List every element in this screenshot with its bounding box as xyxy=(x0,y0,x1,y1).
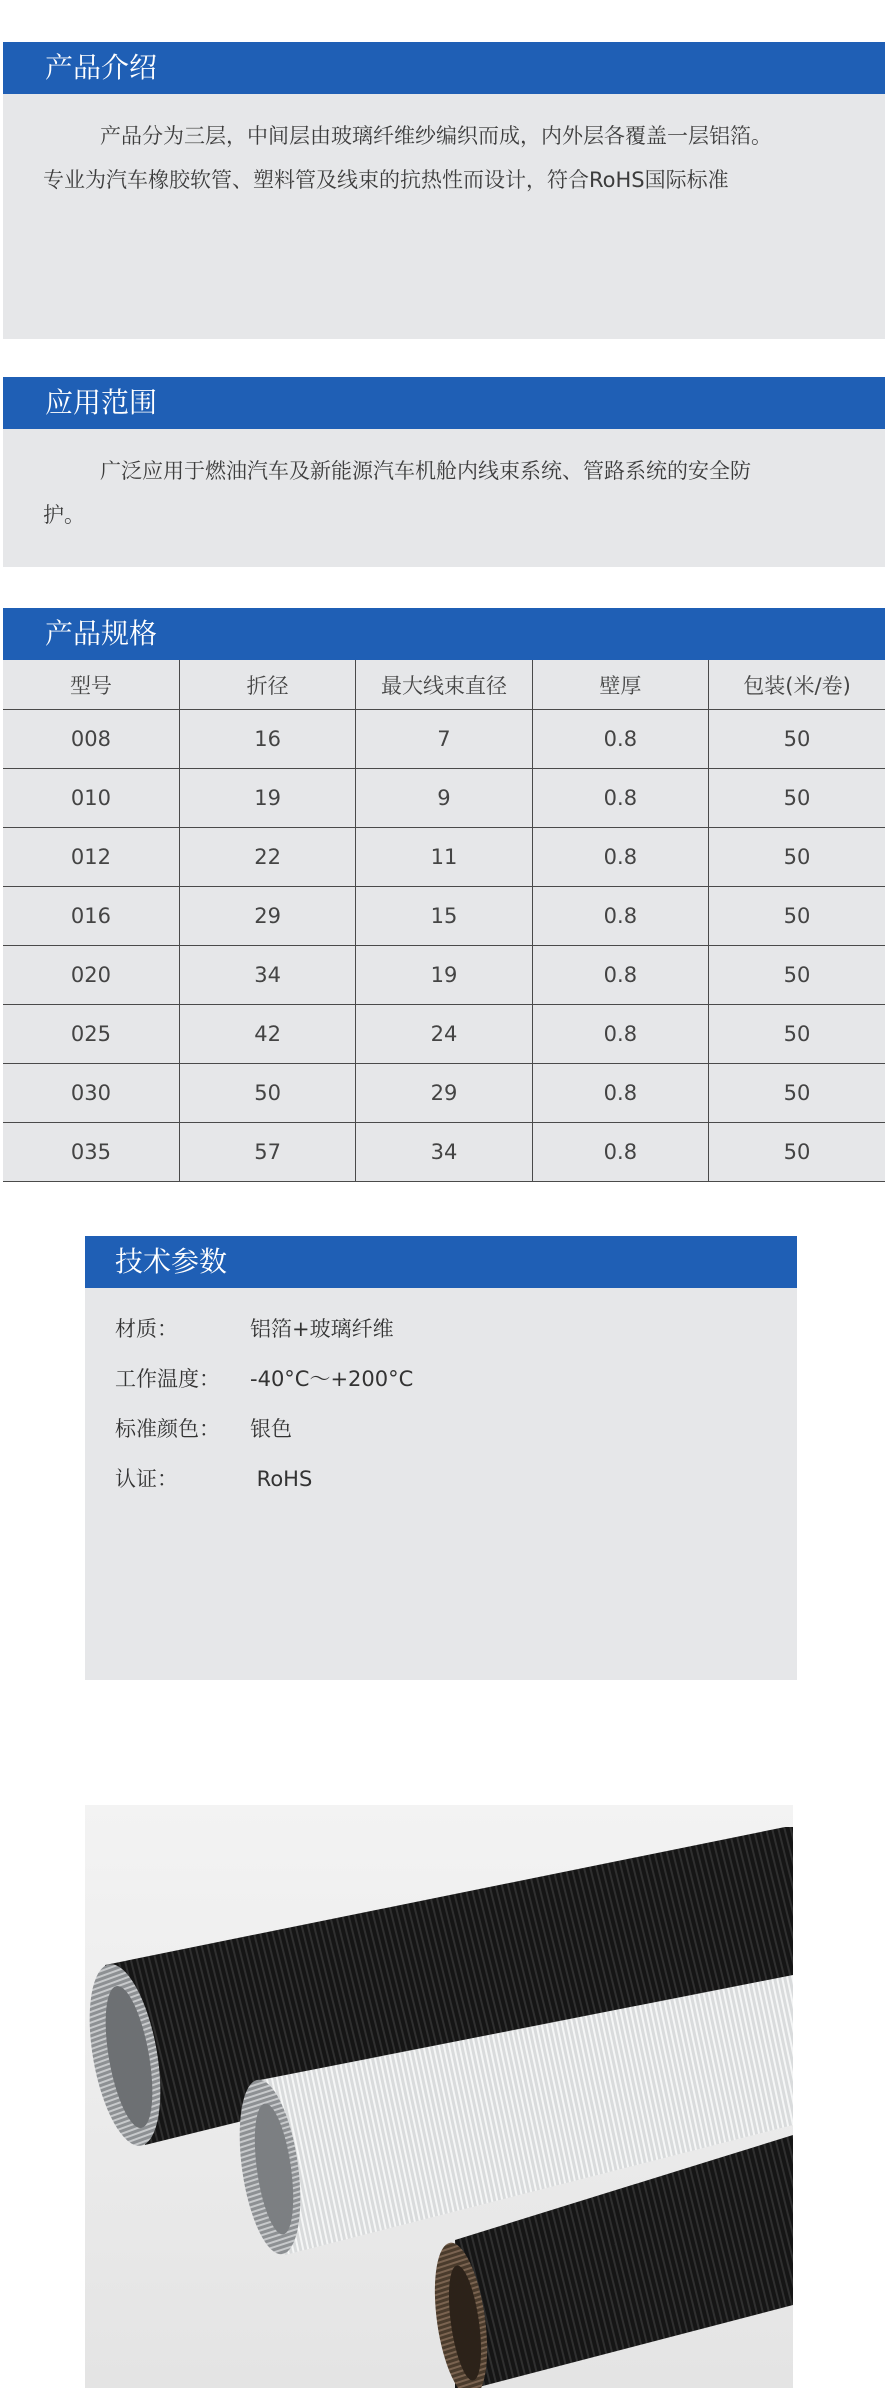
table-cell: 50 xyxy=(709,1005,885,1064)
spec-header-packing: 包装(米/卷) xyxy=(709,660,885,710)
param-label: 工作温度： xyxy=(115,1367,220,1391)
table-cell: 57 xyxy=(179,1123,355,1182)
tech-panel xyxy=(85,1288,797,1680)
table-cell: 19 xyxy=(179,769,355,828)
table-cell: 0.8 xyxy=(532,828,708,887)
intro-panel xyxy=(3,94,885,339)
application-panel xyxy=(3,429,885,567)
table-cell: 42 xyxy=(179,1005,355,1064)
spec-header-row xyxy=(3,660,885,710)
application-section xyxy=(3,377,885,567)
product-photo xyxy=(85,1805,793,2388)
table-cell: 0.8 xyxy=(532,1064,708,1123)
spec-title: 产品规格 xyxy=(3,608,885,660)
table-cell: 0.8 xyxy=(532,1123,708,1182)
table-cell: 22 xyxy=(179,828,355,887)
intro-line-1: 产品分为三层，中间层由玻璃纤维纱编织而成，内外层各覆盖一层铝箔。 xyxy=(100,124,772,148)
param-temperature xyxy=(85,1354,797,1404)
param-value: -40°C～+200°C xyxy=(250,1367,414,1391)
table-row xyxy=(3,887,885,946)
table-row xyxy=(3,828,885,887)
table-cell: 15 xyxy=(356,887,532,946)
spec-section xyxy=(3,608,885,1182)
tech-section xyxy=(85,1236,797,1680)
table-cell: 0.8 xyxy=(532,1005,708,1064)
param-label: 材质： xyxy=(115,1317,178,1341)
param-value: 铝箔+玻璃纤维 xyxy=(250,1317,394,1341)
table-cell: 29 xyxy=(179,887,355,946)
application-line-2: 护。 xyxy=(43,503,85,527)
table-cell: 34 xyxy=(356,1123,532,1182)
param-certification xyxy=(85,1454,797,1504)
table-cell: 29 xyxy=(356,1064,532,1123)
table-row xyxy=(3,1123,885,1182)
param-value: RoHS xyxy=(250,1467,313,1491)
spec-header-max-bundle-diameter: 最大线束直径 xyxy=(356,660,532,710)
table-cell: 008 xyxy=(3,710,179,769)
param-value: 银色 xyxy=(250,1417,292,1441)
table-cell: 030 xyxy=(3,1064,179,1123)
table-cell: 19 xyxy=(356,946,532,1005)
table-cell: 0.8 xyxy=(532,710,708,769)
table-cell: 020 xyxy=(3,946,179,1005)
table-cell: 50 xyxy=(709,828,885,887)
table-cell: 50 xyxy=(709,1064,885,1123)
table-cell: 010 xyxy=(3,769,179,828)
table-cell: 7 xyxy=(356,710,532,769)
table-cell: 16 xyxy=(179,710,355,769)
table-cell: 34 xyxy=(179,946,355,1005)
table-cell: 9 xyxy=(356,769,532,828)
spec-table xyxy=(3,660,885,1182)
table-cell: 24 xyxy=(356,1005,532,1064)
table-row xyxy=(3,946,885,1005)
table-cell: 50 xyxy=(709,710,885,769)
table-cell: 50 xyxy=(709,887,885,946)
intro-section xyxy=(3,42,885,339)
table-cell: 016 xyxy=(3,887,179,946)
application-line-1: 广泛应用于燃油汽车及新能源汽车机舱内线束系统、管路系统的安全防 xyxy=(100,459,751,483)
table-row xyxy=(3,710,885,769)
table-cell: 11 xyxy=(356,828,532,887)
table-cell: 0.8 xyxy=(532,887,708,946)
table-cell: 0.8 xyxy=(532,769,708,828)
spec-header-wall-thickness: 壁厚 xyxy=(532,660,708,710)
table-cell: 012 xyxy=(3,828,179,887)
spec-header-flat-width: 折径 xyxy=(179,660,355,710)
table-cell: 50 xyxy=(709,946,885,1005)
param-material xyxy=(85,1304,797,1354)
table-cell: 025 xyxy=(3,1005,179,1064)
table-cell: 50 xyxy=(179,1064,355,1123)
tech-title: 技术参数 xyxy=(85,1236,797,1288)
table-cell: 035 xyxy=(3,1123,179,1182)
table-cell: 50 xyxy=(709,769,885,828)
param-color xyxy=(85,1404,797,1454)
table-cell: 50 xyxy=(709,1123,885,1182)
param-label: 认证： xyxy=(115,1467,178,1491)
intro-line-2: 专业为汽车橡胶软管、塑料管及线束的抗热性而设计，符合RoHS国际标准 xyxy=(43,168,729,192)
table-cell: 0.8 xyxy=(532,946,708,1005)
table-row xyxy=(3,1005,885,1064)
application-title: 应用范围 xyxy=(3,377,885,429)
spec-header-model: 型号 xyxy=(3,660,179,710)
param-label: 标准颜色： xyxy=(115,1417,220,1441)
intro-title: 产品介绍 xyxy=(3,42,885,94)
table-row xyxy=(3,1064,885,1123)
table-row xyxy=(3,769,885,828)
